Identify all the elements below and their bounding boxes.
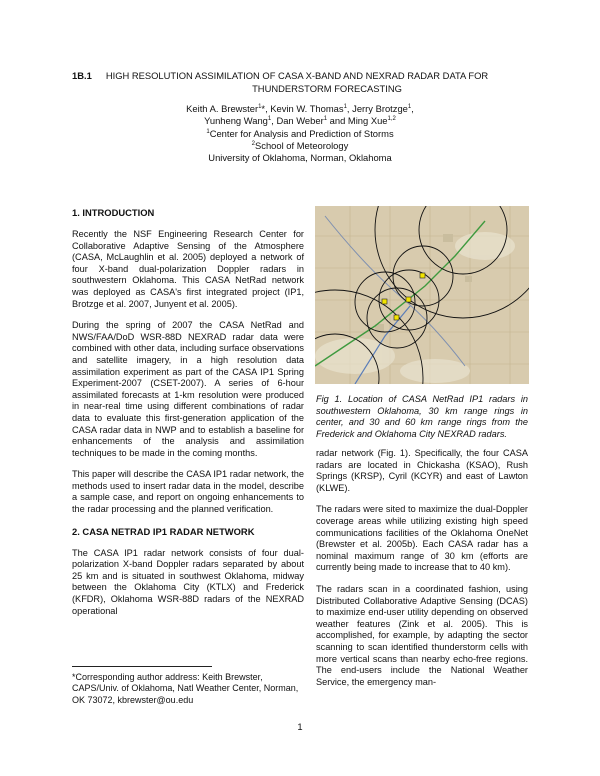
footnote-text: Corresponding author address: Keith Brewster, CAPS/Univ. of Oklahoma, Natl Weather Center, Norman, OK 73072, kbrewster@ou.edu — [72, 672, 299, 705]
radar-marker — [406, 297, 411, 302]
affiliation-mark: 1 — [323, 116, 328, 123]
title-line-2: THUNDERSTORM FORECASTING — [252, 82, 402, 94]
figure-caption: Fig 1. Location of CASA NetRad IP1 radars in southwestern Oklahoma, 30 km range rings in center, and 30 and 60 km range rings from the Frederick and Oklahoma City NEXRAD radars. — [316, 394, 528, 439]
radar-network-map — [315, 206, 529, 384]
affiliation-2 — [100, 140, 500, 152]
radar-marker — [420, 273, 425, 278]
paper-number: 1B.1 — [72, 70, 92, 81]
affiliation-mark: 1 — [206, 128, 210, 135]
affiliation-mark: 1 — [343, 104, 347, 110]
author-block — [100, 103, 500, 164]
right-column — [316, 448, 528, 698]
author-line-2 — [100, 115, 500, 127]
affiliation-text: School of Meteorology — [255, 139, 349, 151]
title-line-1: HIGH RESOLUTION ASSIMILATION OF CASA X-BAND AND NEXRAD RADAR DATA FOR — [105, 70, 489, 81]
affiliation-mark: 1 — [258, 104, 262, 110]
affiliation-1 — [100, 128, 500, 140]
intro-paragraph-2: During the spring of 2007 the CASA NetRad and NWS/FAA/DoD WSR-88D NEXRAD radar data were combined with other data, including surface observations and satellite imagery, in a high resolution data assimilation experiment as part of the CASA IP1 Spring Experiment-2007 (CSET-2007). A series of 6-hour assimilated forecasts at 1-km resolution were produced in near-real time using different combinations of radar data to evaluate this first-generation application of the CASA radar data in NWP and to establish a baseline for enhancements of the analysis and assimilation techniques to be made in the coming months. — [72, 320, 304, 458]
affiliation-mark: 1 — [267, 116, 272, 123]
author-name: , Kevin W. Thomas — [265, 103, 344, 114]
author-name: Keith A. Brewster — [186, 103, 259, 114]
radar-marker — [394, 315, 399, 320]
author-name: , Jerry Brotzge — [346, 103, 408, 114]
footnote — [72, 672, 304, 706]
network-paragraph-3: The radars were sited to maximize the dual-Doppler coverage areas while utilizing existing high speed communications facilities of the Oklahoma OneNet (Brewster et al. 2005b). Each CASA radar has a nominal maximum range of 30 km (efforts are currently being made to increase that to 40 km). — [316, 504, 528, 573]
radar-marker — [382, 299, 387, 304]
footnote-rule — [72, 666, 212, 667]
network-paragraph-2: radar network (Fig. 1). Specifically, the four CASA radars are located in Chickasha (KSAO), Rush Springs (KRSP), Cyril (KCYR) and east of Lawton (KLWE). — [316, 448, 528, 493]
author-name: Yunheng Wang — [204, 115, 268, 127]
footnote-mark: * — [72, 672, 76, 682]
intro-paragraph-1: Recently the NSF Engineering Research Center for Collaborative Adaptive Sensing of the Atmosphere (CASA, McLaughlin et al. 2005) deployed a network of four X-band dual-polarization Doppler radars in southwestern Oklahoma. This CASA NetRad network was deployed as CASA's first integrated project (IP1, Brotzge et al. 2007, Junyent et al. 2005). — [72, 229, 304, 309]
affiliation-mark: 1,2 — [387, 116, 396, 123]
map-graphic — [315, 206, 529, 384]
network-paragraph-4: The radars scan in a coordinated fashion, using Distributed Collaborative Adaptive Sensing (DCAS) to maximize end-user utility depending on observed weather features (Zink et al. 2005). This is accomplished, for example, by adapting the sector scanning to scan identified thunderstorm cells with more vertical scans than nearby echo-free regions. The end-users include the National Weather Service, the emergency man- — [316, 583, 528, 687]
author-name: , Dan Weber — [271, 115, 324, 127]
author-line-1: Keith A. Brewster$^1$*, Kevin W. Thomas$^1$, Jerry Brotzge$^1$, — [186, 103, 414, 114]
paper-title — [72, 70, 542, 95]
section-2-heading: 2. CASA NETRAD IP1 RADAR NETWORK — [72, 525, 255, 537]
affiliation-mark: 2 — [251, 140, 256, 147]
page-number: 1 — [297, 721, 303, 732]
affiliation-mark: 1 — [407, 104, 412, 110]
section-1-heading: 1. INTRODUCTION — [72, 207, 155, 218]
author-name: and Ming Xue — [327, 115, 388, 127]
intro-paragraph-3: This paper will describe the CASA IP1 radar network, the methods used to insert radar data in the model, describe a sample case, and report on ongoing enhancements to the radar processing and the planned verification. — [72, 469, 304, 515]
left-column — [72, 207, 304, 627]
affiliation-3: University of Oklahoma, Norman, Oklahoma — [208, 152, 392, 164]
corresponding-mark: * — [261, 103, 266, 114]
network-paragraph-1: The CASA IP1 radar network consists of four dual-polarization X-band Doppler radars separated by about 25 km and is situated in southwest Oklahoma, midway between the Oklahoma City (KTLX) and Frederick (KFDR), Oklahoma WSR-88D radars of the NEXRAD operational — [72, 547, 304, 616]
affiliation-text: Center for Analysis and Prediction of Storms — [209, 127, 394, 139]
